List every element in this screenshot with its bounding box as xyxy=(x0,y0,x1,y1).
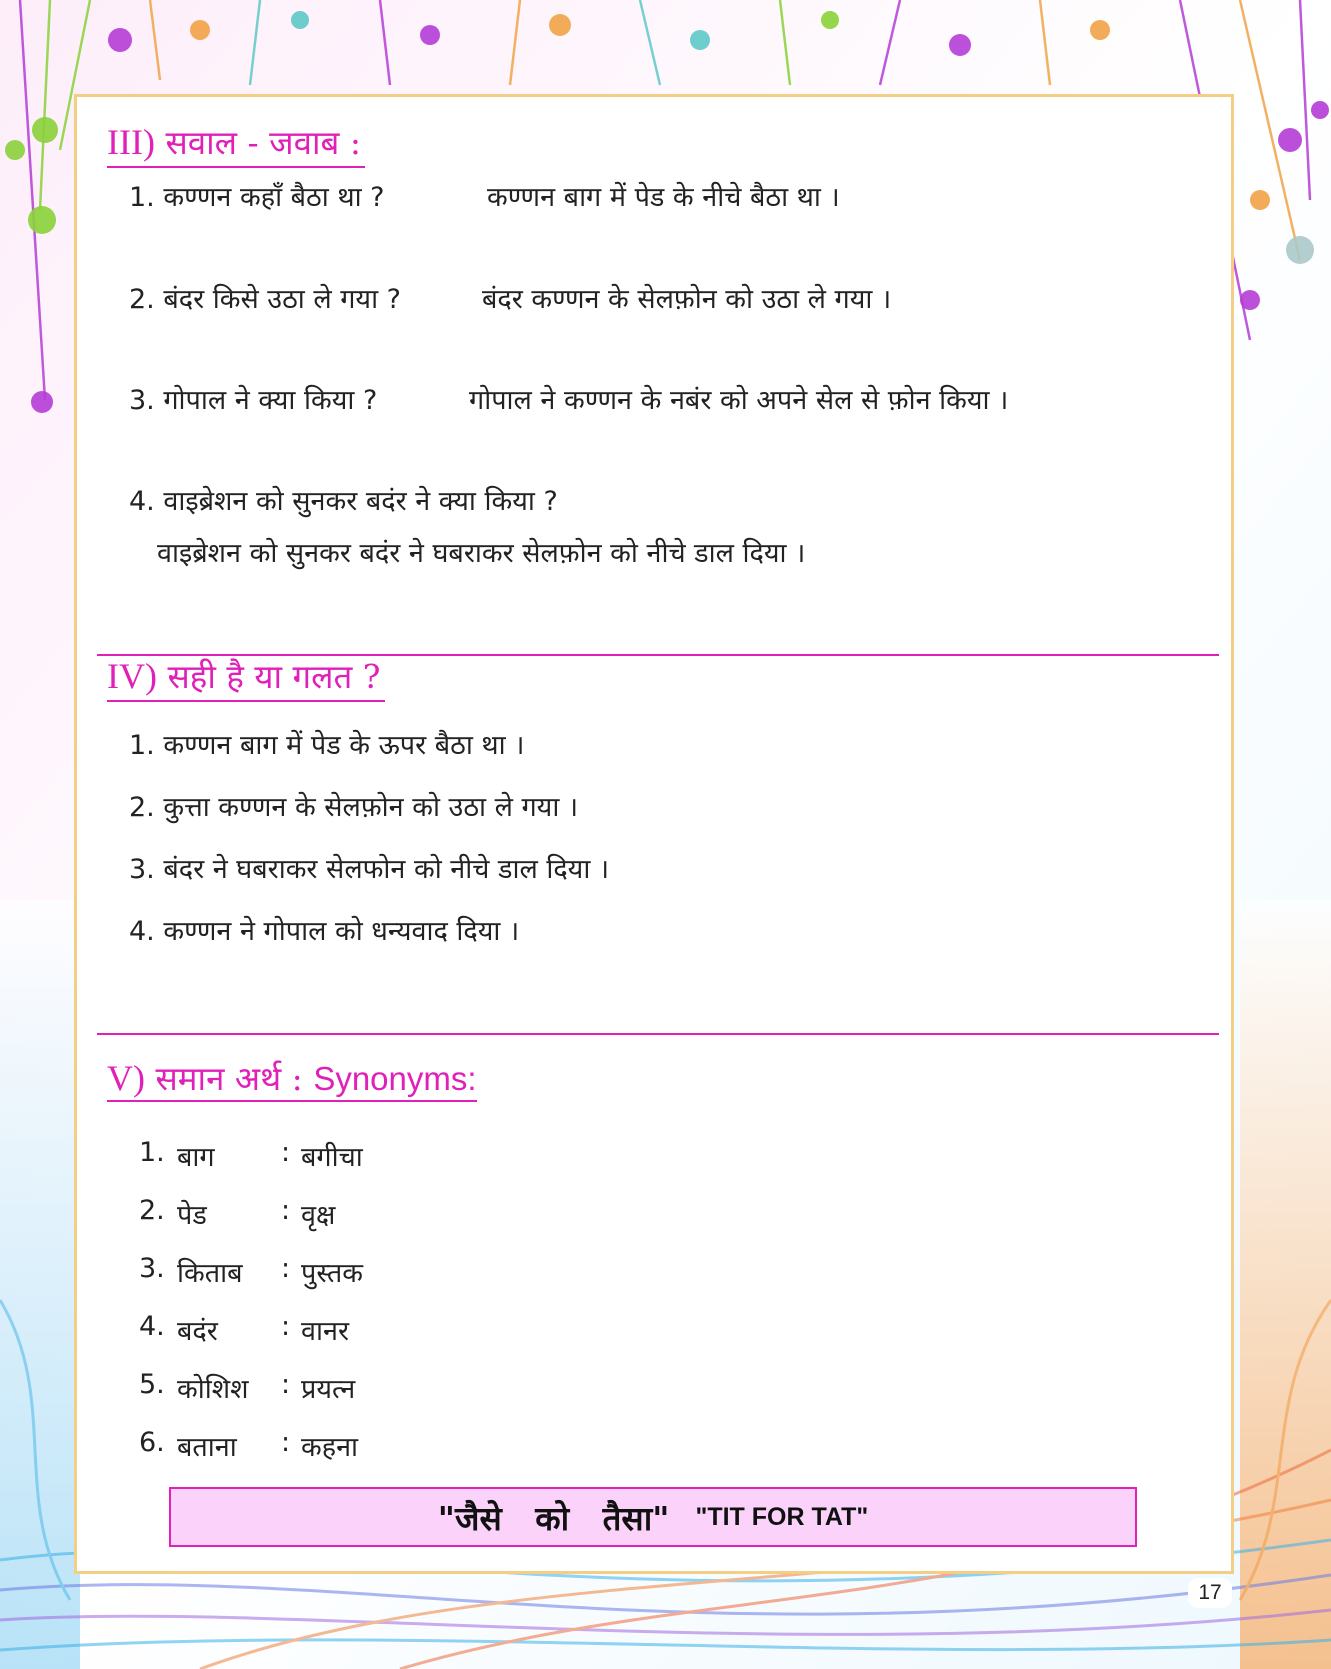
qa-question-3: 3. गोपाल ने क्या किया ? xyxy=(129,385,378,416)
section-title-true-false: IV) सही है या गलत ? xyxy=(107,653,385,702)
qa-answer-3: गोपाल ने कण्णन के नबंर को अपने सेल से फ़ोन किया । xyxy=(469,385,1009,416)
section-title-synonyms: V) समान अर्थ : Synonyms: xyxy=(107,1055,481,1102)
qa-question-2: 2. बंदर किसे उठा ले गया ? xyxy=(129,284,402,315)
qa-answer-4: वाइब्रेशन को सुनकर बदंर ने घबराकर सेलफ़ोन को नीचे डाल दिया । xyxy=(157,538,806,569)
true-false-item-2: 2. कुत्ता कण्णन के सेलफ़ोन को उठा ले गया । xyxy=(129,792,579,823)
true-false-item-3: 3. बंदर ने घबराकर सेलफोन को नीचे डाल दिया । xyxy=(129,854,610,885)
section-title-qa: III) सवाल - जवाब : xyxy=(107,119,365,168)
qa-question-4: 4. वाइब्रेशन को सुनकर बदंर ने क्या किया ? xyxy=(129,486,558,517)
page-number: 17 xyxy=(1188,1578,1232,1608)
content-card: III) सवाल - जवाब : 1. कण्णन कहाँ बैठा था ? कण्णन बाग में पेड के नीचे बैठा था । 2. बंदर किसे उठा ले गया ? बंदर कण्णन के सेलफ़ोन को उठा ले गया । 3. गोपाल ने क्या किया ? गोपाल ने कण्णन के नबंर को अपने सेल से फ़ोन किया । 4. वाइब्रेशन को सुनकर बदंर ने क्या किया ? वाइब्रेशन को सुनकर बदंर ने घबराकर सेलफ़ोन को नीचे डाल दिया । IV) सही है या गलत ? 1. कण्णन बाग में पेड के ऊपर बैठा था । 2. कुत्ता कण्णन के सेलफ़ोन को उठा ले गया । 3. बंदर ने घबराकर सेलफोन को नीचे डाल दिया । 4. कण्णन ने गोपाल को धन्यवाद दिया । V) समान अर्थ : Synonyms: 1. बाग : बगीचा 2. पेड : वृक्ष 3. किताब : पुस्तक 4. बदंर : वानर 5. कोशिश : प्रयत्न 6. बताना : कहना "जैसे को तैसा" "TIT FOR TAT" xyxy=(74,94,1234,1574)
qa-answer-1: कण्णन बाग में पेड के नीचे बैठा था । xyxy=(487,182,840,213)
proverb-hindi: "जैसे को तैसा" xyxy=(437,1498,670,1538)
true-false-item-4: 4. कण्णन ने गोपाल को धन्यवाद दिया । xyxy=(129,916,520,947)
qa-answer-2: बंदर कण्णन के सेलफ़ोन को उठा ले गया । xyxy=(482,284,892,315)
proverb-english: "TIT FOR TAT" xyxy=(695,1502,869,1531)
qa-question-1: 1. कण्णन कहाँ बैठा था ? xyxy=(129,182,385,213)
section-divider xyxy=(97,1033,1219,1035)
true-false-item-1: 1. कण्णन बाग में पेड के ऊपर बैठा था । xyxy=(129,730,525,761)
proverb-box xyxy=(169,1487,1137,1547)
